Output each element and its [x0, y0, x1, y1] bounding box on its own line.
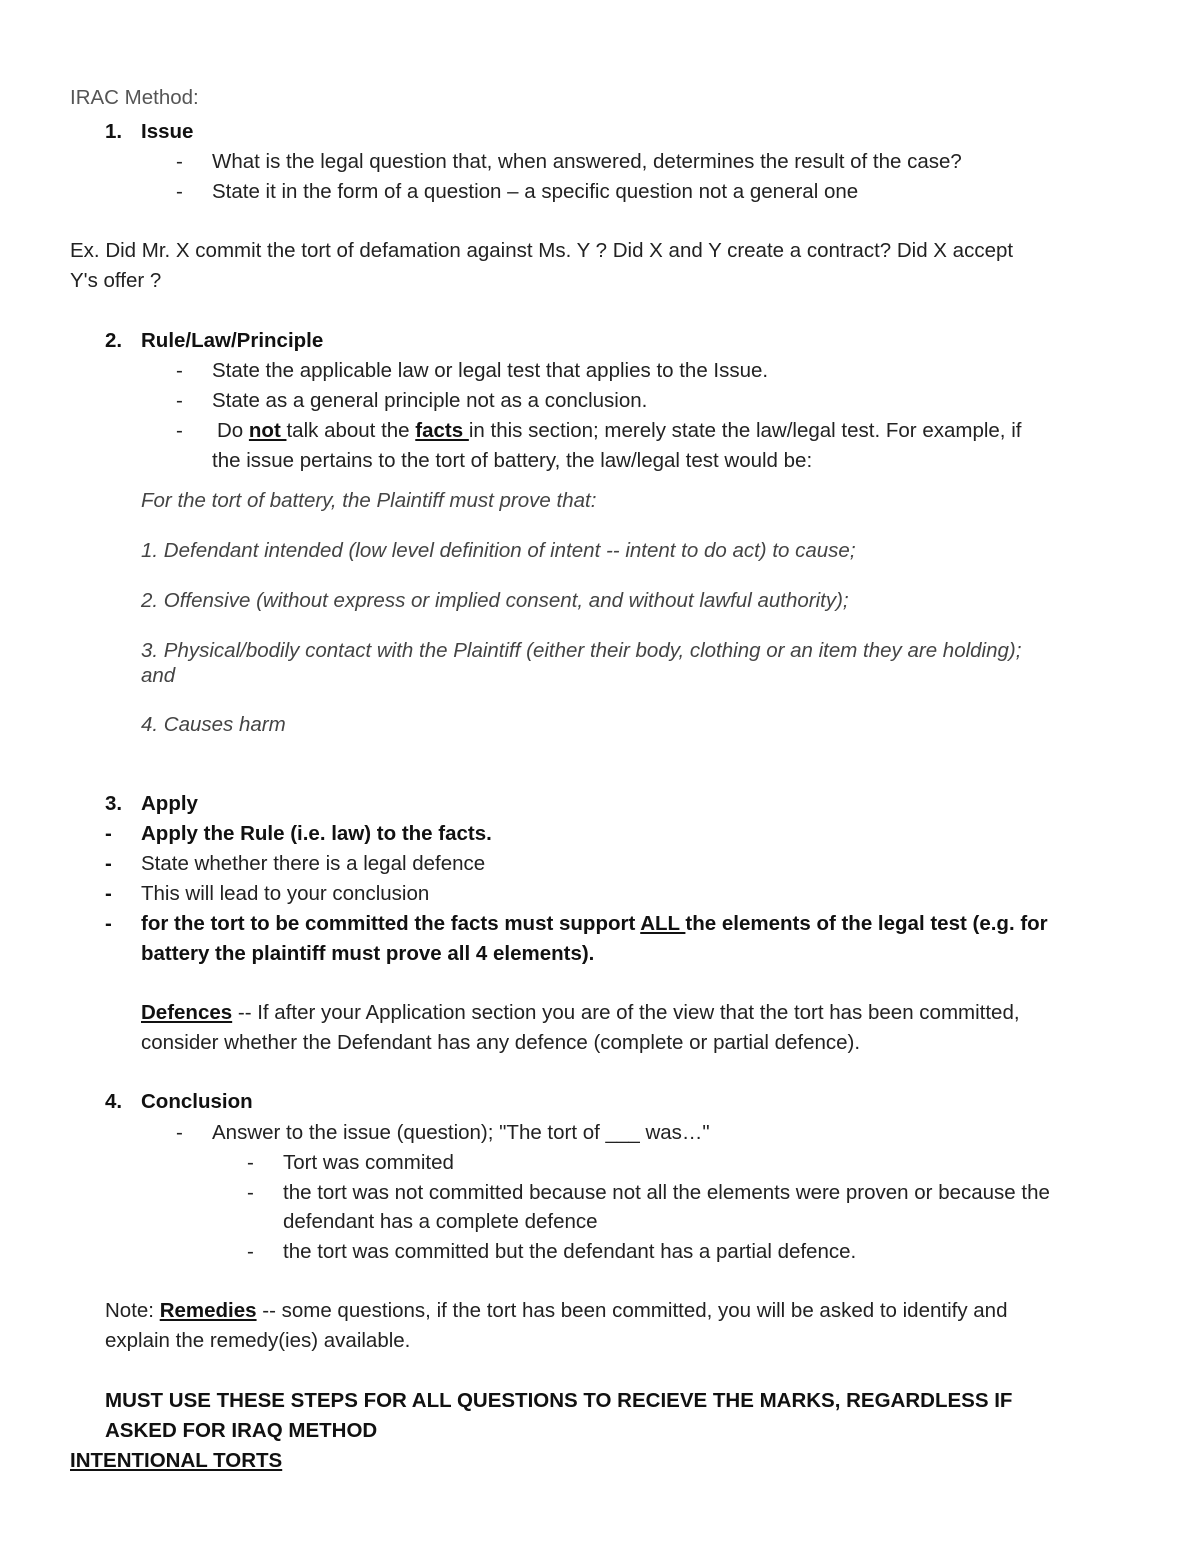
- apply-bullet-4-a: for the tort to be committed the facts must support: [141, 912, 641, 935]
- apply-title: Apply: [141, 792, 198, 815]
- conclusion-bullet-1: Answer to the issue (question); "The tort of ___ was…": [212, 1121, 710, 1144]
- rule-bullet-3-c: in this section; merely state the law/legal test. For example, if: [468, 419, 1022, 442]
- note-line-1: [105, 1296, 1007, 1326]
- bullet-dash: -: [176, 419, 183, 442]
- apply-bullet-4-all: ALL: [640, 912, 686, 935]
- note-line-2: explain the remedy(ies) available.: [105, 1329, 411, 1352]
- battery-element-4: 4. Causes harm: [141, 713, 286, 736]
- defences-label: Defences: [141, 1001, 233, 1024]
- bullet-dash: -: [247, 1181, 254, 1204]
- bullet-dash: -: [176, 180, 183, 203]
- defences-line-2: consider whether the Defendant has any defence (complete or partial defence).: [141, 1031, 861, 1054]
- rule-bullet-2: State as a general principle not as a conclusion.: [212, 389, 648, 412]
- rule-number: 2.: [105, 329, 123, 352]
- rule-bullet-3-not: not: [248, 419, 287, 442]
- bullet-dash: -: [105, 882, 112, 905]
- defences-line-1: [141, 998, 1020, 1028]
- bullet-dash: -: [176, 389, 183, 412]
- rule-bullet-3: [217, 416, 1021, 446]
- document-heading: IRAC Method:: [70, 86, 199, 109]
- conclusion-sub-2: the tort was not committed because not all the elements were proven or because the: [283, 1181, 1050, 1204]
- bullet-dash: -: [247, 1240, 254, 1263]
- issue-title: Issue: [141, 120, 194, 143]
- remedies-label: Remedies: [159, 1299, 257, 1322]
- battery-element-1: 1. Defendant intended (low level definition of intent -- intent to do act) to cause;: [141, 539, 856, 562]
- battery-intro: For the tort of battery, the Plaintiff must prove that:: [141, 489, 597, 512]
- apply-bullet-3: This will lead to your conclusion: [141, 882, 430, 905]
- conclusion-title: Conclusion: [141, 1090, 253, 1113]
- battery-element-2: 2. Offensive (without express or implied consent, and without lawful authority);: [141, 589, 849, 612]
- issue-bullet-1: What is the legal question that, when answered, determines the result of the case?: [212, 150, 962, 173]
- conclusion-sub-1: Tort was commited: [283, 1151, 454, 1174]
- rule-bullet-3-facts: facts: [415, 419, 469, 442]
- bullet-dash: -: [176, 1121, 183, 1144]
- issue-example-line-2: Y's offer ?: [70, 269, 162, 292]
- bullet-dash: -: [247, 1151, 254, 1174]
- rule-bullet-3-b: talk about the: [286, 419, 416, 442]
- intentional-torts-heading: INTENTIONAL TORTS: [70, 1449, 283, 1472]
- apply-bullet-4: [141, 909, 1048, 939]
- conclusion-sub-3: the tort was committed but the defendant has a partial defence.: [283, 1240, 857, 1263]
- apply-bullet-4-b: the elements of the legal test (e.g. for: [685, 912, 1048, 935]
- apply-bullet-4-line-2: battery the plaintiff must prove all 4 elements).: [141, 942, 595, 965]
- rule-bullet-3-a: Do: [217, 419, 249, 442]
- apply-number: 3.: [105, 792, 123, 815]
- battery-element-3: 3. Physical/bodily contact with the Plaintiff (either their body, clothing or an item they are holding);: [141, 639, 1022, 662]
- note-text: -- some questions, if the tort has been committed, you will be asked to identify and: [256, 1299, 1008, 1322]
- bullet-dash: -: [176, 150, 183, 173]
- battery-element-3-cont: and: [141, 664, 176, 687]
- bullet-dash: -: [105, 822, 112, 845]
- must-use-line-2: ASKED FOR IRAQ METHOD: [105, 1419, 378, 1442]
- rule-bullet-3-line-2: the issue pertains to the tort of battery, the law/legal test would be:: [212, 449, 813, 472]
- bullet-dash: -: [105, 852, 112, 875]
- must-use-line-1: MUST USE THESE STEPS FOR ALL QUESTIONS TO RECIEVE THE MARKS, REGARDLESS IF: [105, 1389, 1013, 1412]
- conclusion-number: 4.: [105, 1090, 123, 1113]
- conclusion-sub-2-line-2: defendant has a complete defence: [283, 1210, 598, 1233]
- apply-bullet-1: Apply the Rule (i.e. law) to the facts.: [141, 822, 492, 845]
- bullet-dash: -: [176, 359, 183, 382]
- note-prefix: Note:: [105, 1299, 160, 1322]
- defences-text: -- If after your Application section you are of the view that the tort has been committed,: [232, 1001, 1020, 1024]
- issue-number: 1.: [105, 120, 123, 143]
- rule-bullet-1: State the applicable law or legal test that applies to the Issue.: [212, 359, 769, 382]
- apply-bullet-2: State whether there is a legal defence: [141, 852, 486, 875]
- issue-example-line-1: Ex. Did Mr. X commit the tort of defamation against Ms. Y ? Did X and Y create a contract? Did X accept: [70, 239, 1014, 262]
- issue-bullet-2: State it in the form of a question – a specific question not a general one: [212, 180, 859, 203]
- rule-title: Rule/Law/Principle: [141, 329, 324, 352]
- bullet-dash: -: [105, 912, 112, 935]
